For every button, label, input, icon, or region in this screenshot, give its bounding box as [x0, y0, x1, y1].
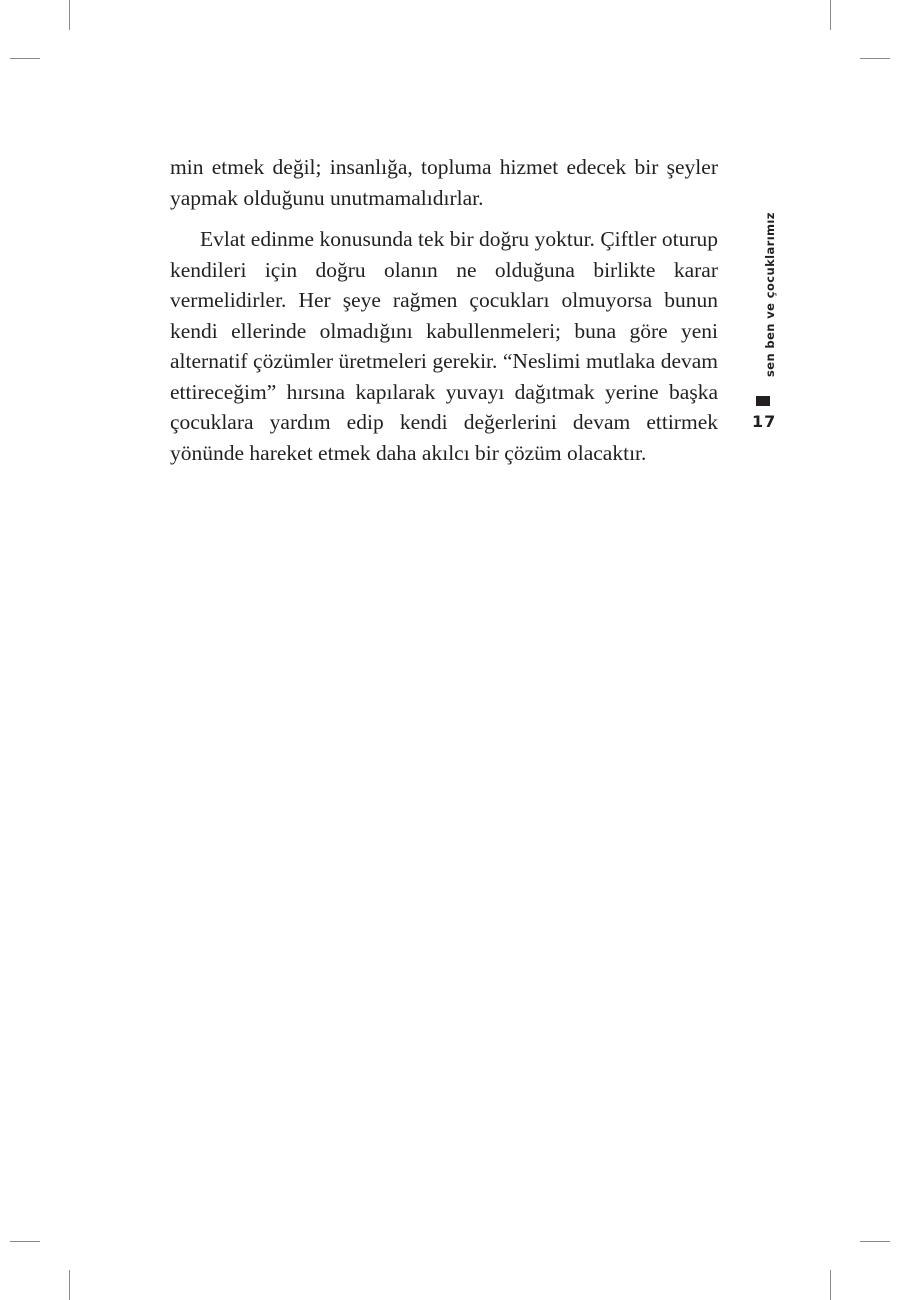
crop-mark-right-top: [860, 58, 890, 59]
paragraph: Evlat edinme konusunda tek bir doğru yoktur. Çiftler oturup kendileri için doğru olanın ne olduğuna birlikte karar vermelidirler. Her şeye rağmen çocukları olmuyorsa bunun kendi ellerinde olmadığını kabullenmeleri; buna göre yeni alternatif çözümler üretmeleri gerekir. “Neslimi mutlaka devam ettireceğim” hırsına kapılarak yuvayı dağıtmak yerine başka çocuklara yardım edip kendi değerlerini devam ettirmek yönünde hareket etmek daha akılcı bir çözüm olacaktır.: [170, 227, 718, 465]
crop-mark-left-bottom: [10, 1241, 40, 1242]
paragraph-continuation: min etmek değil; insanlığa, topluma hizmet edecek bir şeyler yapmak olduğunu unutmamalıdırlar.: [170, 155, 718, 210]
crop-mark-right-bottom: [860, 1241, 890, 1242]
crop-mark-top-right: [830, 0, 831, 30]
crop-mark-top-left: [69, 0, 70, 30]
running-head: sen ben ve çocuklarımız: [763, 212, 777, 377]
body-text: [170, 152, 718, 468]
running-head-marker: [756, 396, 770, 406]
page-number: 17: [752, 412, 777, 431]
crop-mark-bottom-right: [830, 1270, 831, 1300]
crop-mark-bottom-left: [69, 1270, 70, 1300]
crop-mark-left-top: [10, 58, 40, 59]
